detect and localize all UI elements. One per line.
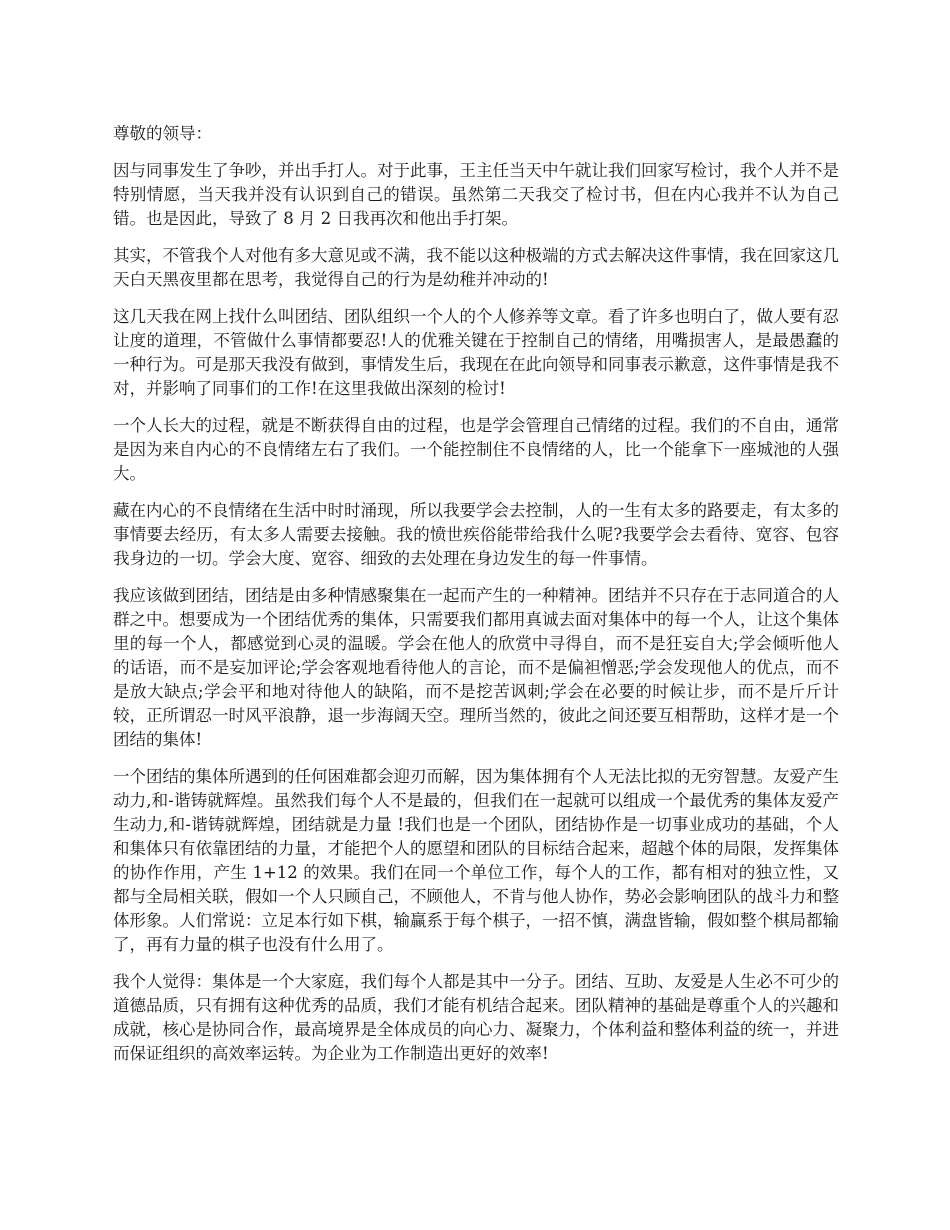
salutation: 尊敬的领导： bbox=[113, 124, 212, 143]
paragraph-8: 我个人觉得：集体是一个大家庭，我们每个人都是其中一分子。团结、互助、友爱是人生必不可少的道德品质，只有拥有这种优秀的品质，我们才能有机结合起来。团队精神的基础是尊重个人的兴趣和成就，核心是协同合作，最高境界是全体成员的向心力、凝聚力，个体利益和整体利益的统一，并进而保证组织的高效率运转。为企业为工作制造出更好的效率! bbox=[113, 972, 839, 1063]
paragraph-1: 因与同事发生了争吵，并出手打人。对于此事，王主任当天中午就让我们回家写检讨，我个人并不是特别情愿，当天我并没有认识到自己的错误。虽然第二天我交了检讨书，但在内心我并不认为自己错。也是因此，导致了 8 月 2 日我再次和他出手打架。 bbox=[113, 161, 839, 228]
paragraph-3: 这几天我在网上找什么叫团结、团队组织一个人的个人修养等文章。看了许多也明白了，做人要有忍让度的道理，不管做什么事情都要忍!人的优雅关键在于控制自己的情绪，用嘴损害人，是最愚蠢的一种行为。可是那天我没有做到，事情发生后，我现在在此向领导和同事表示歉意，这件事情是我不对，并影响了同事们的工作!在这里我做出深刻的检讨! bbox=[113, 307, 839, 398]
paragraph-2: 其实，不管我个人对他有多大意见或不满，我不能以这种极端的方式去解决这件事情，我在回家这几天白天黑夜里都在思考，我觉得自己的行为是幼稚并冲动的! bbox=[113, 246, 839, 289]
letter-body bbox=[113, 122, 839, 1079]
paragraph-6: 我应该做到团结，团结是由多种情感聚集在一起而产生的一种精神。团结并不只存在于志同道合的人群之中。想要成为一个团结优秀的集体，只需要我们都用真诚去面对集体中的每一个人，让这个集体里的每一个人，都感觉到心灵的温暖。学会在他人的欣赏中寻得自，而不是狂妄自大;学会倾听他人的话语，而不是妄加评论;学会客观地看待他人的言论，而不是偏袒憎恶;学会发现他人的优点，而不是放大缺点;学会平和地对待他人的缺陷，而不是挖苦讽刺;学会在必要的时候让步，而不是斤斤计较，正所谓忍一时风平浪静，退一步海阔天空。理所当然的，彼此之间还要互相帮助，这样才是一个团结的集体! bbox=[113, 586, 839, 749]
paragraph-5: 藏在内心的不良情绪在生活中时时涌现，所以我要学会去控制，人的一生有太多的路要走，有太多的事情要去经历，有太多人需要去接触。我的愤世疾俗能带给我什么呢?我要学会去看待、宽容、包容我身边的一切。学会大度、宽容、细致的去处理在身边发生的每一件事情。 bbox=[113, 501, 839, 568]
paragraph-4: 一个人长大的过程，就是不断获得自由的过程，也是学会管理自己情绪的过程。我们的不自由，通常是因为来自内心的不良情绪左右了我们。一个能控制住不良情绪的人，比一个能拿下一座城池的人强大。 bbox=[113, 416, 839, 483]
paragraph-7: 一个团结的集体所遇到的任何困难都会迎刃而解，因为集体拥有个人无法比拟的无穷智慧。友爱产生动力,和-谐铸就辉煌。虽然我们每个人不是最的，但我们在一起就可以组成一个最优秀的集体友爱产生动力,和-谐铸就辉煌，团结就是力量 !我们也是一个团队，团结协作是一切事业成功的基础，个人和集体只有依靠团结的力量，才能把个人的愿望和团队的目标结合起来，超越个体的局限，发挥集体的协作作用，产生 1+12 的效果。我们在同一个单位工作，每个人的工作，都有相对的独立性，又都与全局相关联，假如一个人只顾自己，不顾他人，不肯与他人协作，势必会影响团队的战斗力和整体形象。人们常说：立足本行如下棋，输赢系于每个棋子，一招不慎，满盘皆输，假如整个棋局都输了，再有力量的棋子也没有什么用了。 bbox=[113, 767, 839, 954]
